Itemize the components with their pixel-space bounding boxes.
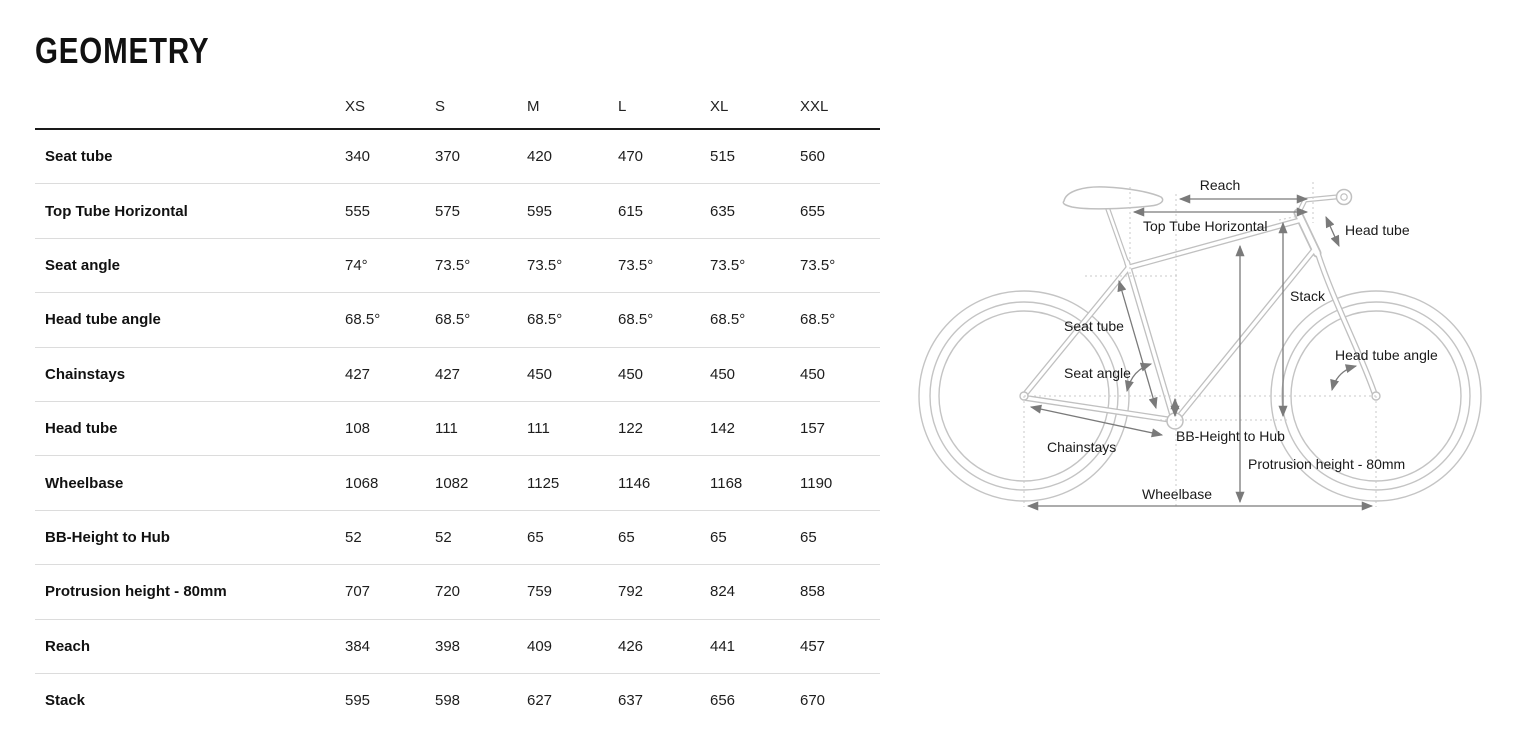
row-value: 824 (710, 583, 736, 601)
row-value: 142 (710, 420, 736, 438)
table-row (35, 620, 880, 674)
row-value: 65 (800, 528, 817, 546)
diagram-label-bb-height-to-hub: BB-Height to Hub (1176, 428, 1285, 444)
row-value: 1168 (710, 474, 743, 492)
row-value: 427 (345, 365, 371, 383)
row-value: 111 (527, 420, 550, 438)
table-row (35, 565, 880, 619)
diagram-label-seat-angle: Seat angle (1064, 365, 1131, 381)
row-value: 1190 (800, 474, 833, 492)
geometry-table (35, 85, 880, 727)
row-value: 670 (800, 692, 826, 710)
bike-geometry-diagram (900, 160, 1520, 530)
row-value: 122 (618, 420, 644, 438)
row-label: Top Tube Horizontal (45, 202, 188, 220)
page-title: GEOMETRY (35, 30, 210, 71)
row-value: 427 (435, 365, 461, 383)
table-row (35, 456, 880, 510)
row-value: 858 (800, 583, 826, 601)
size-header-xs: XS (345, 98, 366, 115)
row-value: 598 (435, 692, 461, 710)
row-label: BB-Height to Hub (45, 528, 170, 546)
row-value: 65 (527, 528, 544, 546)
row-value: 575 (435, 202, 461, 220)
diagram-label-chainstays: Chainstays (1047, 439, 1117, 455)
row-value: 398 (435, 637, 461, 655)
row-value: 157 (800, 420, 826, 438)
row-value: 441 (710, 637, 736, 655)
row-value: 595 (345, 692, 371, 710)
size-header-xxl: XXL (800, 98, 829, 115)
row-value: 73.5° (618, 256, 654, 274)
size-header-l: L (618, 98, 627, 115)
row-label: Chainstays (45, 365, 126, 383)
row-value: 73.5° (800, 256, 836, 274)
row-value: 68.5° (800, 311, 836, 329)
table-header-row (35, 85, 880, 130)
row-label: Reach (45, 637, 91, 655)
row-label: Head tube angle (45, 311, 161, 329)
row-value: 420 (527, 148, 553, 166)
table-row (35, 130, 880, 184)
row-value: 457 (800, 637, 826, 655)
row-value: 73.5° (527, 256, 563, 274)
row-value: 111 (435, 420, 458, 438)
row-value: 635 (710, 202, 736, 220)
diagram-label-head-tube: Head tube (1345, 222, 1410, 238)
row-value: 68.5° (435, 311, 471, 329)
row-value: 68.5° (527, 311, 563, 329)
table-row (35, 184, 880, 238)
row-value: 1146 (618, 474, 651, 492)
row-value: 450 (800, 365, 826, 383)
row-value: 560 (800, 148, 826, 166)
row-value: 515 (710, 148, 736, 166)
row-value: 52 (435, 528, 452, 546)
row-label: Seat angle (45, 256, 121, 274)
row-value: 108 (345, 420, 371, 438)
row-value: 1125 (527, 474, 560, 492)
head-tube-arrow (1326, 217, 1339, 246)
row-label: Protrusion height - 80mm (45, 583, 227, 601)
head-tube-angle-arc (1332, 366, 1356, 390)
row-value: 450 (618, 365, 644, 383)
row-value: 1068 (345, 474, 379, 492)
diagram-label-seat-tube: Seat tube (1064, 318, 1124, 334)
row-value: 656 (710, 692, 736, 710)
diagram-label-top-tube-horizontal: Top Tube Horizontal (1143, 218, 1268, 234)
row-value: 759 (527, 583, 553, 601)
size-header-xl: XL (710, 98, 729, 115)
row-value: 595 (527, 202, 553, 220)
table-row (35, 511, 880, 565)
row-value: 52 (345, 528, 362, 546)
row-value: 707 (345, 583, 371, 601)
row-value: 792 (618, 583, 644, 601)
row-value: 68.5° (345, 311, 381, 329)
row-value: 384 (345, 637, 371, 655)
diagram-label-protrusion-height: Protrusion height - 80mm (1248, 456, 1406, 472)
saddle-illustration (1063, 187, 1162, 209)
size-header-m: M (527, 98, 540, 115)
handlebar-grip-illustration (1337, 190, 1352, 205)
table-row (35, 293, 880, 347)
row-value: 73.5° (710, 256, 746, 274)
row-value: 426 (618, 637, 644, 655)
row-label: Wheelbase (45, 474, 124, 492)
row-value: 450 (710, 365, 736, 383)
row-value: 450 (527, 365, 553, 383)
row-value: 409 (527, 637, 553, 655)
row-value: 65 (710, 528, 727, 546)
diagram-label-wheelbase: Wheelbase (1142, 486, 1213, 502)
diagram-label-head-tube-angle: Head tube angle (1335, 347, 1438, 363)
table-row (35, 402, 880, 456)
diagram-label-stack: Stack (1290, 288, 1326, 304)
size-header-s: S (435, 98, 446, 115)
row-value: 637 (618, 692, 644, 710)
table-row (35, 348, 880, 402)
row-value: 627 (527, 692, 553, 710)
row-value: 73.5° (435, 256, 471, 274)
row-value: 720 (435, 583, 461, 601)
row-value: 655 (800, 202, 826, 220)
table-row (35, 239, 880, 293)
row-value: 74° (345, 256, 368, 274)
row-value: 1082 (435, 474, 469, 492)
row-value: 370 (435, 148, 461, 166)
row-value: 340 (345, 148, 371, 166)
row-label: Head tube (45, 420, 118, 438)
row-value: 68.5° (618, 311, 654, 329)
row-value: 555 (345, 202, 371, 220)
row-value: 65 (618, 528, 635, 546)
row-value: 615 (618, 202, 644, 220)
row-label: Seat tube (45, 148, 113, 166)
row-label: Stack (45, 692, 86, 710)
diagram-label-reach: Reach (1199, 177, 1241, 193)
row-value: 68.5° (710, 311, 746, 329)
row-value: 470 (618, 148, 644, 166)
table-row (35, 674, 880, 727)
